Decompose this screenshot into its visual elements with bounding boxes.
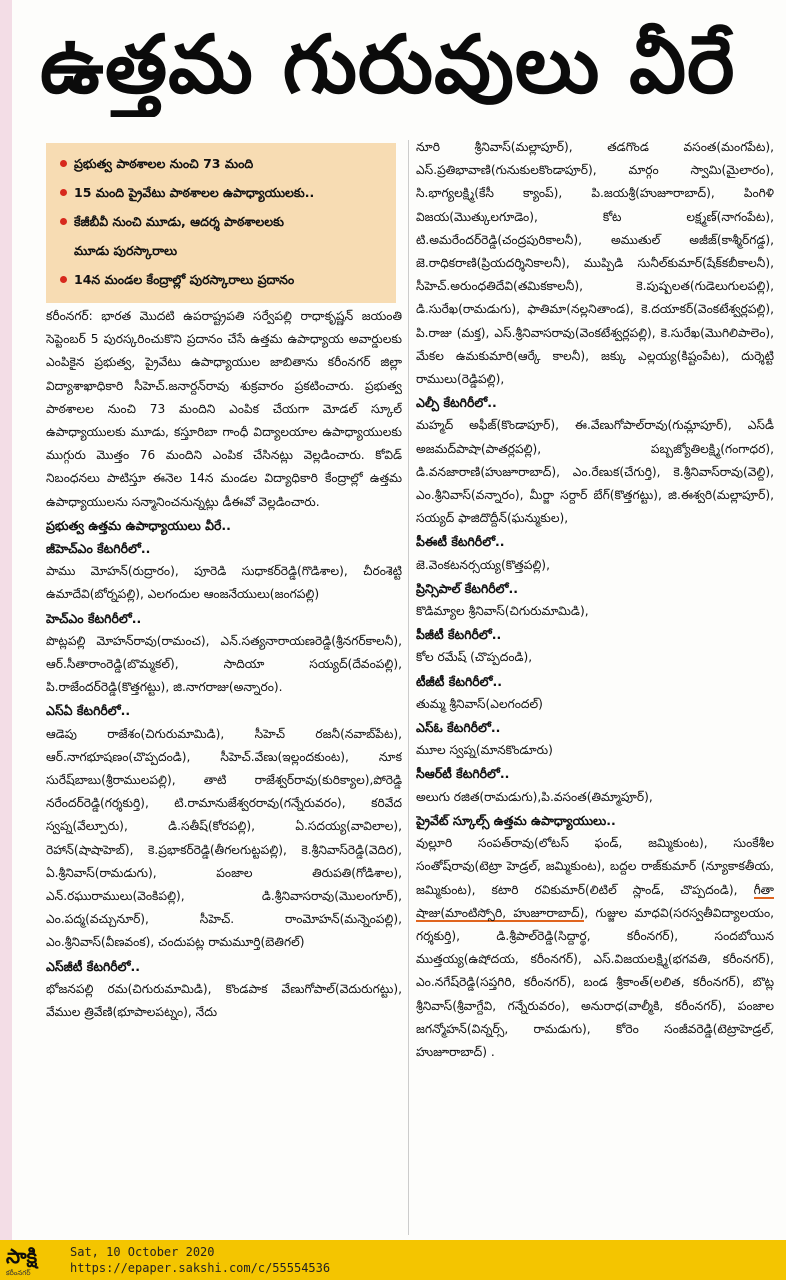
category-list: భోజనపల్లి రమ(చిగురుమామిడి), కొండపాక వేణుగోపాల్(వెదురుగట్టు), వేముల త్రివేణి(భూపాలపట్నం), నేదు [46,981,402,1020]
category-list: మూల స్వప్న(మానకొండూరు) [416,743,553,758]
category-list: పొట్లపల్లి మోహన్‌రావు(రామంచ), ఎన్.సత్యనారాయణరెడ్డి(శ్రీనగర్‌కాలనీ), ఆర్.సీతారాంరెడ్డి(బొమ్మకల్), సాదియా సయ్యద్(దేవంపల్లి), పి.రాజేందర్‌రెడ్డి(కొత్తగట్టు), జి.నాగరాజు(అన్నారం). [46,633,402,695]
highlight-text: 15 మంది ప్రైవేటు పాఠశాలల ఉపాధ్యాయులకు.. [74,185,315,200]
highlight-text: ప్రభుత్వ పాఠశాలల నుంచి 73 మంది [74,156,254,171]
category-list: నూరి శ్రీనివాస్(మల్లాపూర్), తడగొండ వసంత(మంగపేట), ఎస్.ప్రతిభావాణి(గునుకులకొండాపూర్), మార్గం స్వామి(మైలారం), సి.భాగ్యలక్ష్మి(కేసీ క్యాంప్), పి.జయశ్రీ(హుజూరాబాద్), పింగిళి విజయ(మొత్కులగూడెం), కోట లక్ష్మణ్(నాగంపేట), టి.అమరేందర్‌రెడ్డి(చంద్రపురికాలనీ), అముతుల్ అజీజ్(కాశ్మీర్‌గడ్డ), జె.రాధికరాణి(ప్రియదర్శినికాలనీ), ముప్పిడి సునీల్‌కుమార్(షేక్‌కబీకాలనీ), సీహెచ్.అరుంధతిదేవి(తమికకాలనీ), కె.పుష్పలత(గుడెలుగులపల్లి), డి.సురేఖ(రామడుగు), ఫాతిమా(నల్లనితాండ), కె.దయాకర్(వెంకటేశ్వర్లపల్లి), పి.రాజు (మక్త), ఎస్.శ్రీనివాసరావు(వెంకటేశ్వర్లపల్లి), కె.సురేఖ(మొగిలిపాలెం), మేకల ఉమకుమారి(ఆర్కే కాలనీ), జక్కు ఎల్లయ్య(కిష్టంపేట), దుర్శెట్టి రాములు(రెడ్డిపల్లి), [416,140,774,387]
category-heading: ఎస్ఓ కేటగిరీలో.. [416,720,501,736]
footer-date: Sat, 10 October 2020 [70,1245,215,1259]
category-list: కొడిమ్యాల శ్రీనివాస్(చిగురుమామిడి), [416,604,589,619]
sub-heading: ప్రభుత్వ ఉత్తమ ఉపాధ్యాయులు వీరే.. [46,517,231,533]
headline: ఉత్తమ గురువులు వీరే [40,18,736,111]
category-heading: సీఆర్‌టీ కేటగిరీలో.. [416,766,510,782]
right-column [416,136,774,1240]
highlight-text: 14న మండల కేంద్రాల్లో పురస్కారాలు ప్రదానం [74,272,295,287]
footer-url[interactable]: https://epaper.sakshi.com/c/55554536 [70,1261,331,1275]
bullet-icon [60,189,67,196]
bullet-icon [60,276,67,283]
left-column [46,305,402,1240]
logo-mark: సాక్షి [6,1244,38,1268]
highlight-item [60,178,390,207]
category-heading: పీజీటీ కేటగిరీలో.. [416,627,502,643]
private-schools-heading: ప్రైవేట్ స్కూల్స్ ఉత్తమ ఉపాధ్యాయులు.. [416,812,616,828]
logo-edition: కరీంనగర్ [6,1269,31,1277]
category-heading: ఎస్‌జీటీ కేటగిరీలో.. [46,958,141,974]
pen-underlined-name: గీతా షాజు(మాంటిస్సోరి, హుజూరాబాద్) [416,882,774,920]
footer-info [70,1244,330,1276]
category-heading: ఎల్పీ కేటగిరీలో.. [416,395,497,411]
category-list: పాము మోహన్(రుద్రారం), పూరెడి సుధాకర్‌రెడ్డి(గొడిశాల), చీరంశెట్టి ఉమాదేవి(బోర్నపల్లి), ఎలగందుల ఆంజనేయులు(జంగపల్లి) [46,564,402,602]
category-heading: ఎస్ఏ కేటగిరీలో.. [46,703,131,719]
highlight-item [60,265,390,294]
category-list: కోల రమేష్ (చొప్పదండి), [416,650,533,665]
category-heading: జీహెచ్‌ఎం కేటగిరీలో.. [46,541,151,557]
bullet-icon [60,218,67,225]
highlight-item [60,236,390,265]
highlight-item [60,207,390,236]
category-list: తుమ్మ శ్రీనివాస్(ఎలగందల్) [416,696,543,711]
footer-bar [0,1240,786,1280]
category-heading: పీఈటీ కేటగిరీలో.. [416,534,505,550]
category-list: అలుగు రజిత(రామడుగు),పి.వసంత(తిమ్మాపూర్), [416,789,653,804]
private-list-part: , గుజ్జుల మాధవి(సరస్వతీవిద్యాలయం, గర్శకుర్తి), డి.శ్రీపాల్‌రెడ్డి(సిద్దార్థ, కరీంనగర్), సందబోయిన ముత్తయ్య(ఉషోదయ, కరీంనగర్), ఎస్.విజయలక్ష్మి(భగవతి, కరీంనగర్), ఎం.నగేష్‌రెడ్డి(సప్తగిరి, కరీంనగర్), బండ శ్రీకాంత్(లలిత, కరీంనగర్), బొట్ల శ్రీనివాస్(శ్రీవాగ్దేవి, గన్నేరువరం), అనురాధ(వాల్మీకి, కరీంనగర్), పంజాల జగన్మోహన్(విన్నర్స్, రామడుగు), కోరెం సంజీవరెడ్డి(టెట్రాహెడ్రల్, హుజూరాబాద్) . [416,905,774,1059]
category-heading: ప్రిన్సిపాల్ కేటగిరీలో.. [416,580,519,596]
category-heading: హెచ్‌ఎం కేటగిరీలో.. [46,610,142,626]
sakshi-logo [6,1243,62,1277]
highlight-text: మూడు పురస్కారాలు [74,243,178,258]
highlights-box [46,143,396,303]
category-list: ఆడెపు రాజేశం(చిగురుమామిడి), సీహెచ్ రజనీ(నవాబ్‌పేట), ఆర్.నాగభూషణం(చొప్పదండి), సీహెచ్.వేణు(ఇల్లందకుంట), నూక సురేష్‌బాబు(శ్రీరాములపల్లి), తాటి రాజేశ్వర్‌రావు(కురిక్యాల),పోరెడ్డి నరేందర్‌రెడ్డి(గర్శకుర్తి), టి.రామానుజేశ్వరరావు(గన్నేరువరం), కరివేద స్వప్న(వేల్పూరు), డి.సతీష్(కోరపల్లి), ఏ.సదయ్య(వావిలాల), రెహాన్(షాషాహెబ్), కె.ప్రభాకర్‌రెడ్డి(తీగలగుట్టపల్లి), కె.శ్రీనివాస్‌రెడ్డి(వెదిర), ఏ.శ్రీనివాస్(రామడుగు), పంజాల తిరుపతి(గోడిశాల), ఎన్.రఘురాములు(వెంకిపల్లి), డి.శ్రీనివాసరావు(మొలంగూర్), ఎం.పద్మ(వచ్చునూర్), సీహెచ్. రాంమోహన్(మన్నెంపల్లి), ఎం.శ్రీనివాస్(వీణవంక), చందుపట్ల రామమూర్తి(బెతిగల్) [46,726,402,950]
page-edge-strip [0,0,12,1240]
private-teachers-list [416,832,774,1064]
highlight-text: కేజీబీవీ నుంచి మూడు, ఆదర్శ పాఠశాలలకు [74,214,284,229]
category-list: జె.వెంకటనర్సయ్య(కొత్తపల్లి), [416,557,550,572]
intro-paragraph: కరీంనగర్: భారత మొదటి ఉపరాష్ట్రపతి సర్వేపల్లి రాధాకృష్ణన్ జయంతి సెప్టెంబర్ 5 పురస్కరించుకొని ప్రదానం చేసే ఉత్తమ ఉపాధ్యాయ అవార్డులకు ఎంపికైన ప్రభుత్వ, ప్రైవేటు ఉపాధ్యాయుల జాబితాను కరీంనగర్ జిల్లా విద్యాశాఖాధికారి సీహెచ్.జనార్దన్‌రావు శుక్రవారం ప్రకటించారు. ప్రభుత్వ పాఠశాలల నుంచి 73 మందిని ఎంపిక చేయగా మోడల్ స్కూల్ ఉపాధ్యాయులకు మూడు, కస్తూరిబా గాంధీ విద్యాలయాల ఉపాధ్యాయులకు ముగ్గురు మొత్తం 76 మందిని ఎంపిక చేసినట్లు వెల్లడించారు. కోవిడ్ నిబంధనలు పాటిస్తూ ఈనెల 14న మండల విద్యాధికారి కేంద్రాల్లో ఉత్తమ ఉపాధ్యాయులను సన్మానించనున్నట్లు డీఈవో వెల్లడించారు. [46,309,402,509]
highlight-item [60,149,390,178]
category-list: మహ్మద్ అఫీజ్(కొండాపూర్), ఈ.వేణుగోపాల్‌రావు(గుమ్లాపూర్), ఎస్‌డీ అజమద్‌పాషా(పాతర్లపల్లి), పబ్బజ్యోతిలక్ష్మి(గంగాధర), డి.వనజారాణి(హుజూరాబాద్), ఎం.రేణుక(చేగుర్తి), కె.శ్రీనివాస్‌రావు(వెల్ది), ఎం.శ్రీనివాస్(వన్నారం), మీర్జా సర్దార్ బేగ్(కొత్తగట్టు), జి.ఈశ్వరి(మల్లాపూర్), సయ్యద్ ఫాజిదొద్దీన్(ఘన్ముకుల), [416,418,774,526]
bullet-icon [60,160,67,167]
column-divider [408,140,409,1235]
category-heading: టీజీటీ కేటగిరీలో.. [416,673,503,689]
private-list-part: వుల్లూరి సంపత్‌రావు(లోటస్ ఫండ్, జమ్మికుంట), సుంకేశీల సంతోష్‌రావు(టెట్రా హెడ్రల్, జమ్మికుంట), బద్దల రాజ్‌కుమార్ (న్యూకాకతీయ, జమ్మికుంట), కటారి రవికుమార్(లిటిల్ స్లాండ్, చొప్పదండి), [416,836,774,897]
